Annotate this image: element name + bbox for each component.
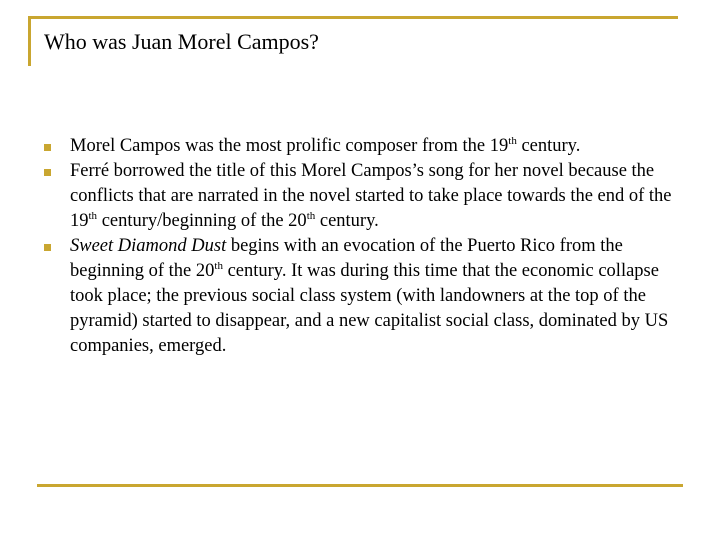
bullet-2-text-end: century.	[315, 211, 379, 231]
bullet-2-text-middle: century/beginning of the 20	[97, 211, 307, 231]
book-title: Sweet Diamond Dust	[70, 236, 227, 256]
bullet-1-text: Morel Campos was the most prolific composer from the 19	[70, 136, 509, 156]
slide-title: Who was Juan Morel Campos?	[44, 29, 319, 54]
bullet-item-3	[44, 234, 684, 359]
frame-bottom-rule	[37, 484, 683, 487]
frame-top-rule	[28, 16, 678, 19]
bullet-3-text: begins with an evocation of the Puerto Rico from the beginning of the 20	[70, 236, 623, 281]
bullet-3-text-end: century. It was during this time that the economic collapse took place; the previous social class system (with landowners at the top of the pyramid) started to disappear, and a new capitalist social class, dominated by US companies, emerged.	[70, 261, 669, 356]
bullet-1-superscript: th	[508, 134, 517, 147]
bullet-2-superscript-1: th	[88, 209, 98, 222]
square-bullet-icon	[44, 169, 51, 176]
frame-left-rule	[28, 16, 31, 66]
bullet-2-text: Ferré borrowed the title of this Morel Campos’s song for her novel because the conflicts that are narrated in the novel started to take place towards the end of the 19	[70, 161, 672, 231]
bullet-list	[44, 134, 684, 359]
bullet-2-superscript-2: th	[306, 209, 316, 222]
square-bullet-icon	[44, 244, 51, 251]
bullet-item-2	[44, 159, 684, 234]
bullet-1-text-end: century.	[516, 136, 581, 156]
square-bullet-icon	[44, 144, 51, 151]
bullet-item-1	[44, 134, 684, 159]
bullet-3-superscript: th	[214, 259, 223, 272]
